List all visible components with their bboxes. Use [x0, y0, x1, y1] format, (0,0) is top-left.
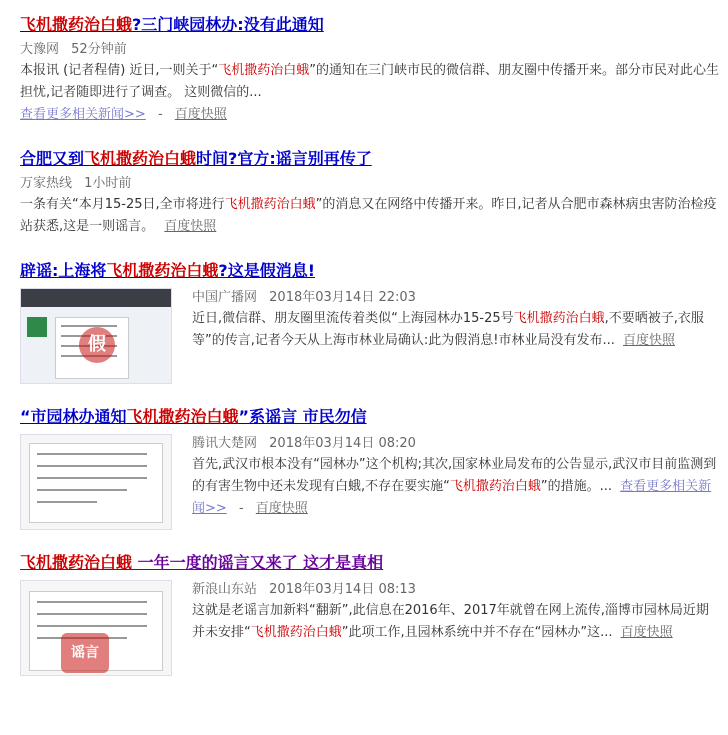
result-title-link[interactable]: 辟谣:上海将飞机撒药治白蛾?这是假消息! [20, 261, 316, 280]
result-snippet: 近日,微信群、朋友圈里流传着类似“上海园林办15-25号飞机撒药治白蛾,不要晒被子,衣服等”的传言,记者今天从上海市林业局确认:此为假消息!市林业局没有发布... 百度快照 [192, 311, 704, 348]
source-name: 中国广播网 [192, 290, 258, 305]
result-item [20, 552, 720, 676]
result-thumbnail[interactable] [20, 434, 172, 530]
source-name: 万家热线 [20, 176, 73, 191]
result-snippet: 首先,武汉市根本没有“园林办”这个机构;其次,国家林业局发布的公告显示,武汉市目前监测到的有害生物中还未发现有白蛾,不存在要实施“飞机撒药治白蛾”的措施。... 查看更多相关新闻>> - 百度快照 [192, 457, 717, 516]
rumor-stamp-icon: 谣言 [61, 633, 109, 673]
result-links [20, 104, 720, 126]
baidu-cache-link[interactable]: 百度快照 [174, 107, 227, 122]
source-name: 新浪山东站 [192, 582, 258, 597]
result-thumbnail[interactable] [20, 288, 172, 384]
result-title-link[interactable]: 合肥又到飞机撒药治白蛾时间?官方:谣言别再传了 [20, 149, 372, 168]
more-related-news-link[interactable]: 查看更多相关新闻>> [192, 479, 712, 516]
result-meta [192, 580, 720, 600]
result-snippet: 本报讯 (记者程倩) 近日,一则关于“飞机撒药治白蛾”的通知在三门峡市民的微信群、朋友圈中传播开来。部分市民对此心生担忧,记者随即进行了调查。 这则微信的... [20, 63, 720, 100]
result-snippet: 一条有关“本月15-25日,全市将进行飞机撒药治白蛾”的消息又在网络中传播开来。昨日,记者从合肥市森林病虫害防治检疫站获悉,这是一则谣言。 百度快照 [20, 197, 717, 234]
result-item [20, 406, 720, 530]
baidu-cache-link[interactable]: 百度快照 [255, 501, 308, 516]
fake-stamp-icon: 假 [79, 327, 115, 363]
baidu-cache-link[interactable]: 百度快照 [620, 625, 673, 640]
publish-time: 1小时前 [84, 176, 132, 191]
baidu-cache-link[interactable]: 百度快照 [623, 333, 676, 348]
baidu-cache-link[interactable]: 百度快照 [164, 219, 217, 234]
result-meta [192, 434, 720, 454]
publish-time: 52分钟前 [71, 42, 127, 57]
publish-time: 2018年03月14日 22:03 [269, 290, 416, 305]
result-meta [20, 174, 720, 194]
result-meta [20, 40, 720, 60]
more-related-news-link[interactable]: 查看更多相关新闻>> [20, 107, 146, 122]
result-title-link[interactable]: 飞机撒药治白蛾 一年一度的谣言又来了 这才是真相 [20, 553, 384, 572]
result-item [20, 260, 720, 384]
result-snippet: 这就是老谣言加新料“翻新”,此信息在2016年、2017年就曾在网上流传,淄博市园林局近期并未安排“飞机撒药治白蛾”此项工作,且园林系统中并不存在“园林办”这... 百度快照 [192, 603, 709, 640]
result-title-link[interactable]: 飞机撒药治白蛾?三门峡园林办:没有此通知 [20, 15, 324, 34]
source-name: 大豫网 [20, 42, 60, 57]
publish-time: 2018年03月14日 08:13 [269, 582, 416, 597]
result-item [20, 148, 720, 238]
result-meta [192, 288, 720, 308]
publish-time: 2018年03月14日 08:20 [269, 436, 416, 451]
result-item [20, 14, 720, 126]
source-name: 腾讯大楚网 [192, 436, 258, 451]
result-title-link[interactable]: “市园林办通知飞机撒药治白蛾”系谣言 市民勿信 [20, 407, 367, 426]
result-thumbnail[interactable] [20, 580, 172, 676]
separator: - [157, 107, 163, 122]
separator: - [238, 501, 244, 516]
